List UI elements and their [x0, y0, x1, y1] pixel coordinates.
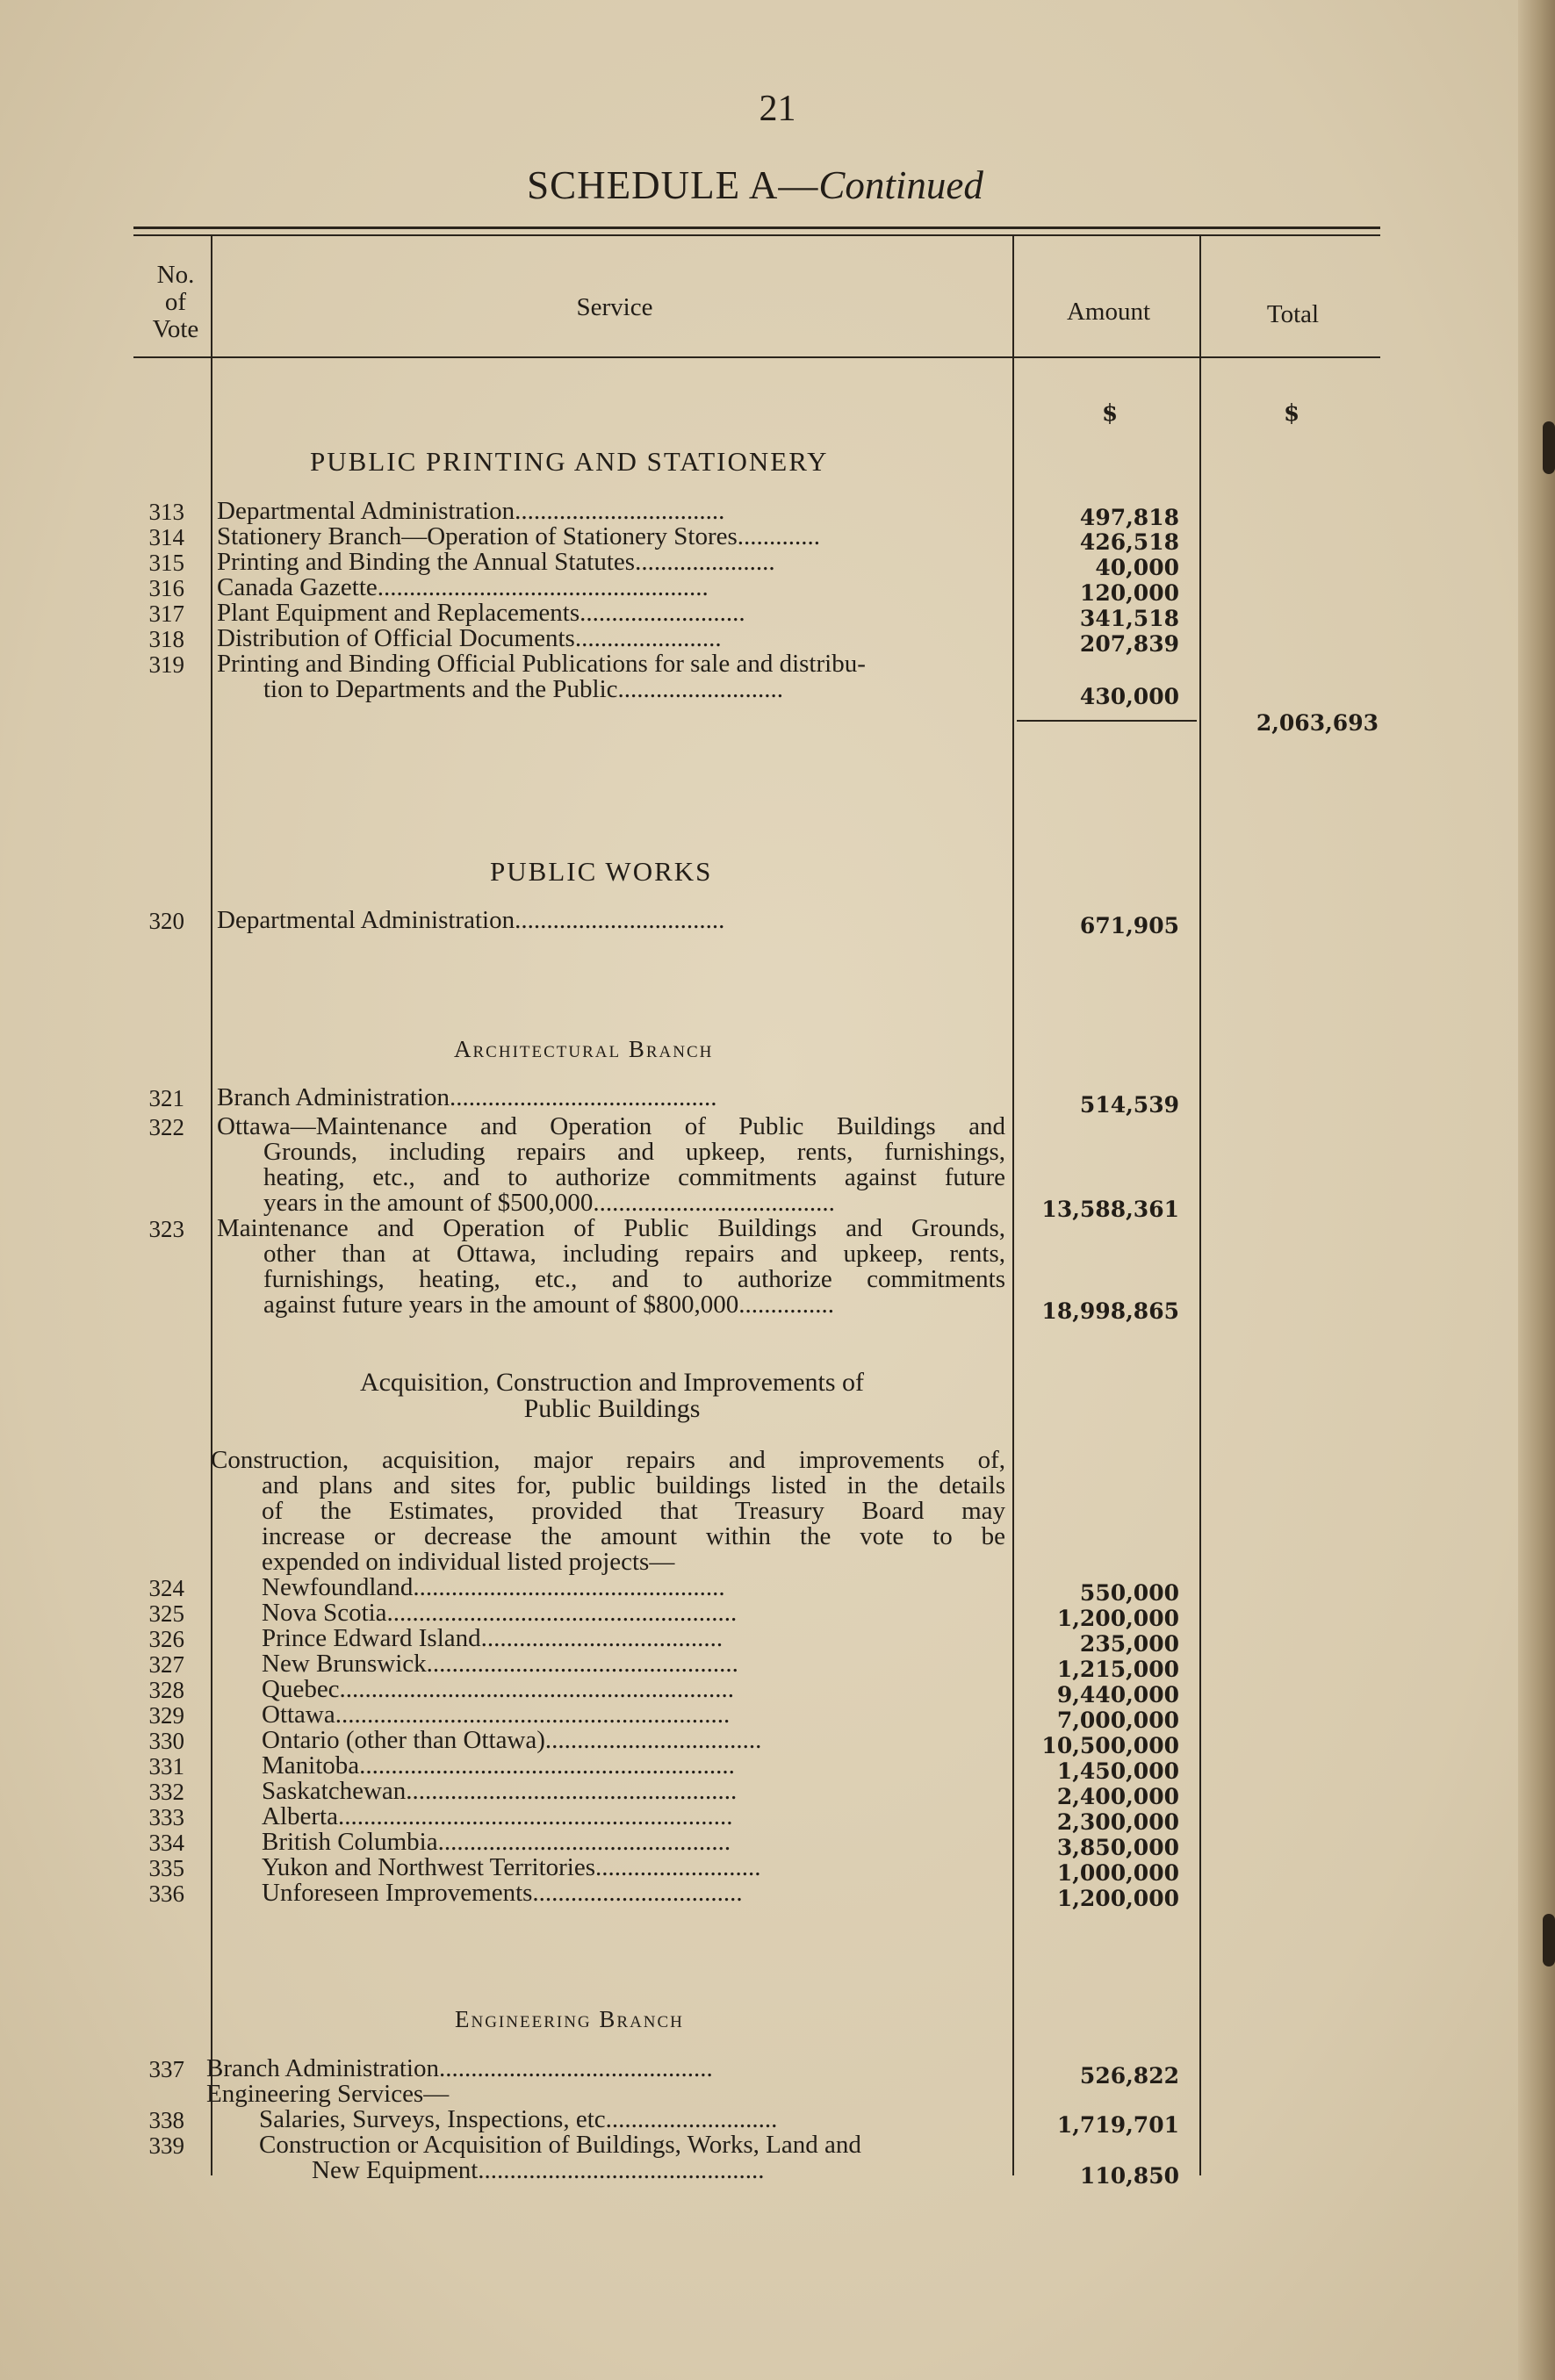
vote-number: 324	[148, 1575, 184, 1601]
column-header-total: Total	[1266, 300, 1320, 328]
service-line: Alberta..............................................................	[262, 1802, 733, 1830]
amount-value: 1,000,000	[1056, 1860, 1179, 1886]
vote-number: 315	[148, 550, 184, 576]
header-rule-top-2	[133, 234, 1380, 236]
service-line: British Columbia..............................................	[262, 1828, 731, 1856]
amount-value: 9,440,000	[1056, 1682, 1179, 1708]
amount-value: 426,518	[1079, 529, 1179, 555]
subheading-acquisition	[217, 1370, 1007, 1422]
amount-value: 1,200,000	[1056, 1606, 1179, 1631]
service-line-continued: New Equipment.............................................	[312, 2156, 765, 2184]
service-line: Ottawa—Maintenance and Operation of Public Buildings and	[217, 1112, 1005, 1140]
service-line: Unforeseen Improvements.................................	[262, 1879, 743, 1907]
intro-line: increase or decrease the amount within the vote to be	[262, 1522, 1005, 1550]
vote-number: 330	[148, 1728, 184, 1754]
page-title	[0, 162, 1510, 208]
subheading-acquisition-line2: Public Buildings	[523, 1394, 701, 1423]
header-no: No.	[156, 261, 195, 289]
amount-value: 120,000	[1079, 580, 1179, 606]
amount-value: 2,300,000	[1056, 1809, 1179, 1835]
service-line-continued: years in the amount of $500,000......................................	[263, 1189, 835, 1217]
amount-value: 235,000	[1079, 1631, 1179, 1657]
vote-number: 327	[148, 1651, 184, 1678]
vote-number: 321	[148, 1085, 184, 1111]
vote-number: 314	[148, 524, 184, 550]
intro-line: expended on individual listed projects—	[262, 1548, 675, 1576]
amount-value: 7,000,000	[1056, 1708, 1179, 1733]
amount-value: 1,200,000	[1056, 1886, 1179, 1911]
vote-number: 331	[148, 1753, 184, 1780]
vote-number: 322	[148, 1114, 184, 1140]
column-rule-amount	[1199, 235, 1201, 2175]
service-line-continued: other than at Ottawa, including repairs and upkeep, rents,	[263, 1240, 1005, 1268]
header-rule-top	[133, 226, 1380, 229]
service-line: Yukon and Northwest Territories..........................	[262, 1853, 761, 1881]
service-line: Branch Administration...........................................	[206, 2054, 713, 2082]
total-currency: $	[1284, 400, 1300, 427]
service-line-continued: heating, etc., and to authorize commitments against future	[263, 1163, 1005, 1191]
page-edge	[1518, 0, 1555, 2380]
service-line: Branch Administration..........................................	[217, 1083, 717, 1111]
amount-value: 514,539	[1079, 1092, 1179, 1118]
vote-number: 325	[148, 1600, 184, 1627]
binding-mark	[1543, 1914, 1555, 1967]
service-line: Distribution of Official Documents.......................	[217, 624, 722, 652]
column-header-service: Service	[576, 293, 653, 321]
service-line: Prince Edward Island......................................	[262, 1624, 724, 1652]
amount-value: 550,000	[1079, 1580, 1179, 1606]
binding-mark	[1543, 421, 1555, 474]
service-line-continued: against future years in the amount of $800,000...............	[263, 1291, 834, 1319]
vote-number: 316	[148, 575, 184, 601]
vote-number: 320	[148, 908, 184, 934]
header-vote: Vote	[152, 315, 199, 343]
title-italic: Continued	[818, 163, 983, 207]
subheading-acquisition-line1: Acquisition, Construction and Improvements of	[359, 1368, 865, 1397]
amount-value: 3,850,000	[1056, 1835, 1179, 1860]
vote-number: 326	[148, 1626, 184, 1652]
service-line: New Brunswick.................................................	[262, 1650, 738, 1678]
vote-number: 329	[148, 1702, 184, 1729]
service-line: Engineering Services—	[206, 2080, 450, 2108]
service-line: Salaries, Surveys, Inspections, etc...........................	[259, 2105, 778, 2133]
section-total: 2,063,693	[1256, 710, 1379, 736]
vote-number: 323	[148, 1216, 184, 1242]
intro-line: of the Estimates, provided that Treasury Board may	[262, 1497, 1005, 1525]
page-number: 21	[759, 89, 796, 129]
amount-value: 18,998,865	[1041, 1298, 1179, 1324]
vote-number: 313	[148, 499, 184, 525]
amount-value: 1,450,000	[1056, 1758, 1179, 1784]
vote-number: 317	[148, 600, 184, 627]
vote-number: 334	[148, 1830, 184, 1856]
amount-value: 13,588,361	[1041, 1197, 1179, 1222]
section-heading-works: PUBLIC WORKS	[490, 856, 713, 887]
header-rule-bottom	[133, 356, 1380, 358]
title-main: SCHEDULE A—	[527, 163, 819, 207]
service-line: Quebec..............................................................	[262, 1675, 735, 1703]
amount-value: 341,518	[1079, 606, 1179, 631]
subheading-architectural: Architectural Branch	[454, 1036, 714, 1062]
amount-value: 497,818	[1079, 505, 1179, 530]
service-line: Printing and Binding the Annual Statutes......................	[217, 548, 775, 576]
service-line-continued: Grounds, including repairs and upkeep, rents, furnishings,	[263, 1138, 1005, 1166]
vote-number: 333	[148, 1804, 184, 1830]
service-line: Ontario (other than Ottawa)..................................	[262, 1726, 762, 1754]
vote-number: 336	[148, 1880, 184, 1907]
amount-value: 110,850	[1079, 2163, 1179, 2189]
vote-number: 338	[148, 2107, 184, 2133]
amount-value: 10,500,000	[1041, 1733, 1179, 1758]
vote-number: 339	[148, 2132, 184, 2159]
service-line: Maintenance and Operation of Public Buildings and Grounds,	[217, 1214, 1005, 1242]
intro-line: Construction, acquisition, major repairs and improvements of,	[211, 1446, 1005, 1474]
amount-value: 2,400,000	[1056, 1784, 1179, 1809]
amount-value: 1,215,000	[1056, 1657, 1179, 1682]
section-heading-printing: PUBLIC PRINTING AND STATIONERY	[310, 446, 829, 477]
intro-line: and plans and sites for, public buildings listed in the details	[262, 1471, 1005, 1499]
service-line-continued: furnishings, heating, etc., and to authorize commitments	[263, 1265, 1005, 1293]
amount-value: 671,905	[1079, 913, 1179, 938]
vote-number: 335	[148, 1855, 184, 1881]
vote-number: 332	[148, 1779, 184, 1805]
service-line: Departmental Administration.................................	[217, 906, 725, 934]
vote-number: 337	[148, 2056, 184, 2082]
header-of: of	[164, 288, 187, 316]
amount-currency: $	[1102, 400, 1119, 427]
service-line: Nova Scotia.......................................................	[262, 1599, 738, 1627]
service-line: Manitoba...........................................................	[262, 1751, 735, 1780]
service-line: Stationery Branch—Operation of Stationery Stores.............	[217, 522, 821, 550]
service-line: Plant Equipment and Replacements..........................	[217, 599, 745, 627]
service-line: Canada Gazette....................................................	[217, 573, 709, 601]
service-line-continued: tion to Departments and the Public..........................	[263, 675, 784, 703]
amount-value: 207,839	[1079, 631, 1179, 657]
amount-value: 1,719,701	[1056, 2112, 1179, 2138]
column-header-amount: Amount	[1066, 298, 1151, 326]
amount-value: 430,000	[1079, 684, 1179, 709]
service-line: Saskatchewan....................................................	[262, 1777, 738, 1805]
service-line: Printing and Binding Official Publications for sale and distribu-	[217, 650, 866, 678]
vote-number: 328	[148, 1677, 184, 1703]
amount-value: 40,000	[1095, 555, 1179, 580]
service-line: Ottawa..............................................................	[262, 1701, 731, 1729]
service-line: Newfoundland.................................................	[262, 1573, 725, 1601]
service-line: Construction or Acquisition of Buildings, Works, Land and	[259, 2131, 861, 2159]
subheading-engineering: Engineering Branch	[455, 2006, 684, 2032]
amount-value: 526,822	[1079, 2063, 1179, 2089]
vote-number: 319	[148, 651, 184, 678]
vote-number: 318	[148, 626, 184, 652]
service-line: Departmental Administration.................................	[217, 497, 725, 525]
column-header-vote	[132, 262, 220, 343]
